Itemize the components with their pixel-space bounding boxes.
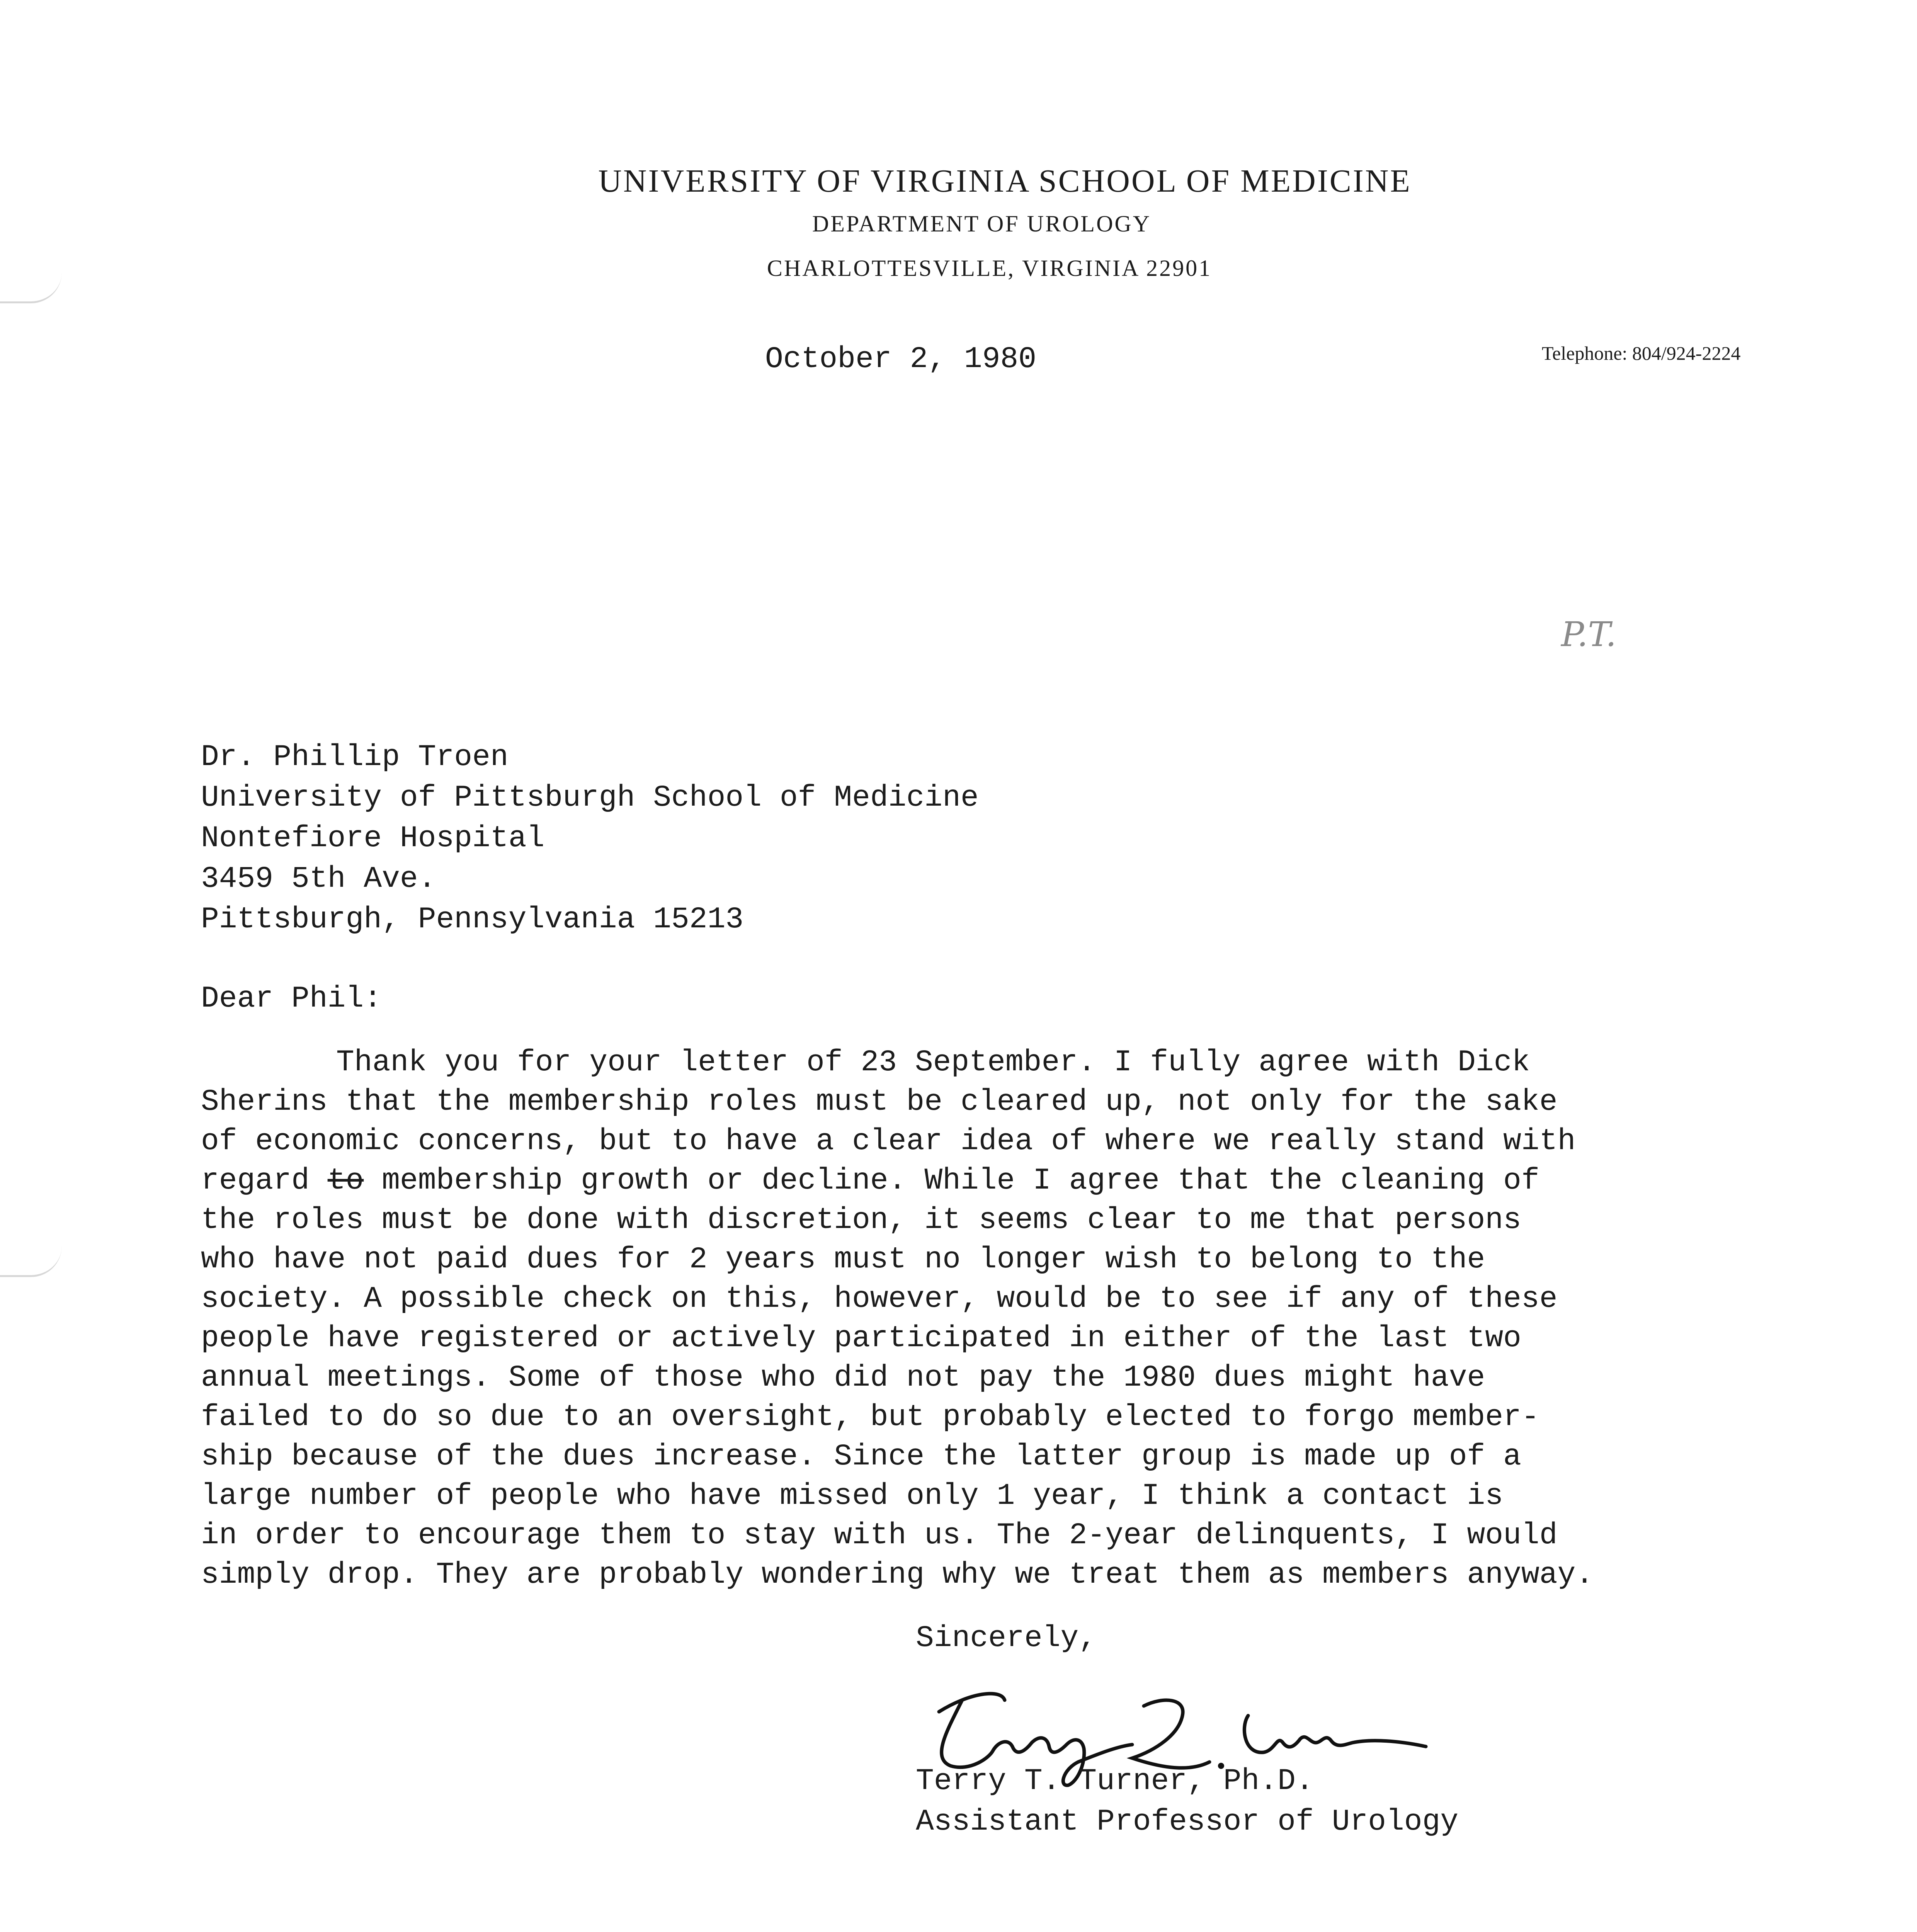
recipient-name: Dr. Phillip Troen: [201, 740, 509, 774]
body-line: annual meetings. Some of those who did not pay the 1980 dues might have: [201, 1361, 1485, 1395]
letterhead-department: DEPARTMENT OF UROLOGY: [812, 211, 1152, 236]
signatory-title: Assistant Professor of Urology: [916, 1805, 1459, 1839]
recipient-street: 3459 5th Ave.: [201, 862, 436, 896]
letterhead-telephone: Telephone: 804/924-2224: [1542, 342, 1741, 364]
letter-date: October 2, 1980: [765, 342, 1037, 376]
body-line: ship because of the dues increase. Since the latter group is made up of a: [201, 1440, 1521, 1474]
recipient-hospital: Nontefiore Hospital: [201, 821, 545, 855]
body-line: people have registered or actively participated in either of the last two: [201, 1321, 1521, 1355]
body-line: failed to do so due to an oversight, but probably elected to forgo member-: [201, 1400, 1539, 1434]
body-line: simply drop. They are probably wondering why we treat them as members anyway.: [201, 1558, 1594, 1592]
body-line: in order to encourage them to stay with us. The 2-year delinquents, I would: [201, 1519, 1558, 1553]
recipient-institution: University of Pittsburgh School of Medicine: [201, 781, 979, 815]
body-line: of economic concerns, but to have a clear idea of where we really stand with: [201, 1124, 1576, 1158]
body-line: who have not paid dues for 2 years must no longer wish to belong to the: [201, 1243, 1485, 1277]
handwritten-initials: P.T.: [1561, 614, 1617, 654]
salutation: Dear Phil:: [201, 982, 382, 1016]
letterhead-address: CHARLOTTESVILLE, VIRGINIA 22901: [767, 255, 1212, 281]
signatory-name: Terry T. Turner, Ph.D.: [916, 1764, 1314, 1798]
letterhead-institution: UNIVERSITY OF VIRGINIA SCHOOL OF MEDICINE: [598, 163, 1412, 199]
body-line: the roles must be done with discretion, it seems clear to me that persons: [201, 1203, 1521, 1237]
body-line-prefix: regard: [201, 1164, 328, 1198]
body-line: Thank you for your letter of 23 September. I fully agree with Dick: [336, 1046, 1530, 1080]
body-line: [201, 1162, 1539, 1200]
recipient-city: Pittsburgh, Pennsylvania 15213: [201, 903, 744, 937]
body-line-rest: membership growth or decline. While I agree that the cleaning of: [382, 1164, 1539, 1198]
punch-hole-mark: [0, 1244, 62, 1277]
closing: Sincerely,: [916, 1621, 1097, 1655]
body-line: Sherins that the membership roles must be cleared up, not only for the sake: [201, 1085, 1558, 1119]
struck-word: to: [327, 1164, 364, 1198]
body-line: society. A possible check on this, however, would be to see if any of these: [201, 1282, 1558, 1316]
body-line: large number of people who have missed only 1 year, I think a contact is: [201, 1479, 1504, 1513]
